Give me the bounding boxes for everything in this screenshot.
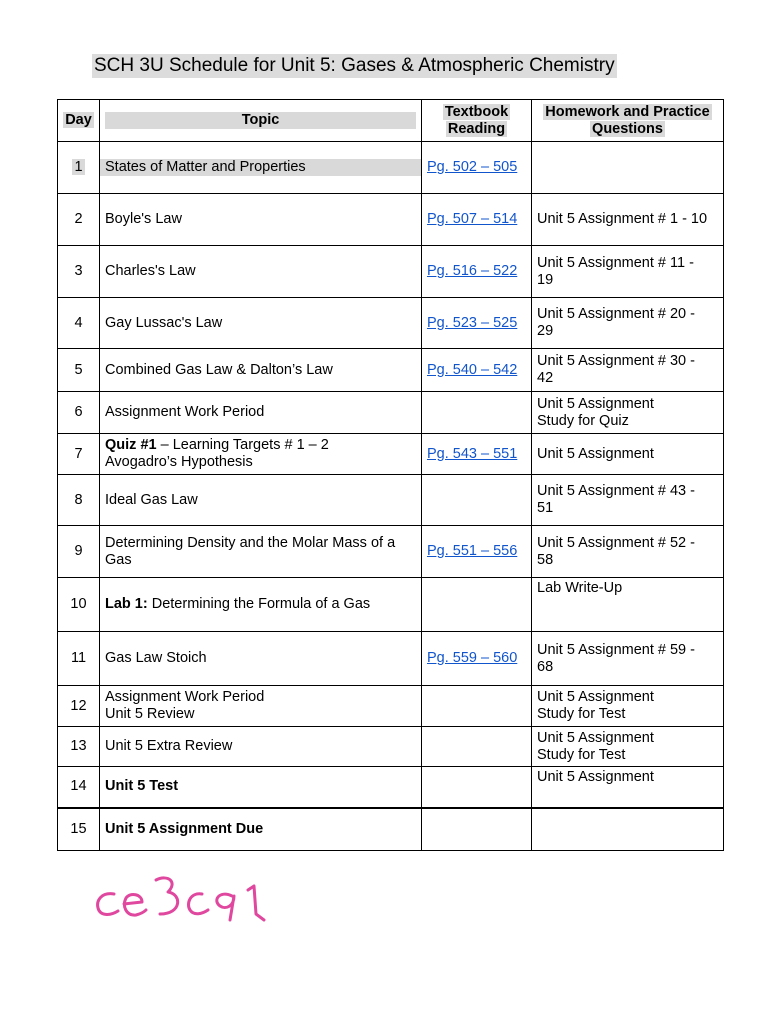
reading-cell [422, 246, 532, 298]
homework-text-line2: 51 [537, 500, 554, 516]
day-number: 2 [74, 211, 83, 227]
header-row [58, 100, 724, 142]
handwritten-signature [92, 866, 282, 936]
glyph-9 [217, 894, 234, 920]
reading-cell [422, 767, 532, 808]
topic-bold: Lab 1: [105, 596, 148, 612]
table-row [58, 578, 724, 632]
table-row [58, 349, 724, 392]
day-cell [58, 578, 100, 632]
day-cell [58, 194, 100, 246]
day-number: 8 [74, 491, 83, 508]
day-cell [58, 526, 100, 578]
day-number: 15 [70, 820, 87, 837]
glyph-c2 [189, 894, 209, 914]
reading-cell [422, 434, 532, 475]
reading-cell [422, 194, 532, 246]
table-row [58, 767, 724, 808]
homework-cell [532, 632, 724, 686]
homework-text-line2: Study for Test [537, 706, 626, 722]
topic-text: Ideal Gas Law [105, 491, 198, 508]
homework-cell [532, 727, 724, 767]
homework-cell [532, 526, 724, 578]
header-reading: Textbook Reading [422, 100, 532, 142]
topic-text: Determining Density and the Molar Mass of a [105, 534, 396, 551]
reading-link[interactable]: Pg. 502 – 505 [427, 159, 518, 175]
day-cell [58, 767, 100, 808]
reading-link[interactable]: Pg. 559 – 560 [427, 650, 518, 666]
homework-text: Unit 5 Assignment # 1 - 10 [537, 211, 708, 227]
reading-link[interactable]: Pg. 507 – 514 [427, 211, 518, 227]
reading-cell [422, 808, 532, 851]
homework-text: Unit 5 Assignment # 43 - [537, 483, 695, 499]
topic-cell [100, 808, 422, 851]
topic-text: Unit 5 Extra Review [105, 738, 233, 754]
day-number: 5 [74, 361, 83, 378]
homework-text: Unit 5 Assignment # 11 - [537, 254, 694, 271]
homework-text: Lab Write-Up [537, 580, 623, 596]
topic-cell [100, 434, 422, 475]
day-cell [58, 475, 100, 526]
table-row [58, 727, 724, 767]
table-row [58, 475, 724, 526]
day-cell [58, 246, 100, 298]
reading-cell [422, 727, 532, 767]
reading-link[interactable]: Pg. 516 – 522 [427, 263, 518, 279]
topic-text-line2: Gas [105, 551, 132, 568]
table-row [58, 526, 724, 578]
topic-text-line2: Unit 5 Review [105, 706, 195, 722]
day-number: 9 [74, 543, 83, 559]
glyph-1 [248, 886, 264, 920]
header-topic: Topic [100, 100, 422, 142]
reading-link[interactable]: Pg. 551 – 556 [427, 543, 518, 559]
day-cell [58, 632, 100, 686]
homework-cell [532, 142, 724, 194]
topic-text: Assignment Work Period [105, 689, 265, 705]
day-cell [58, 808, 100, 851]
topic-text: – Learning Targets # 1 – 2 [156, 437, 329, 453]
day-cell [58, 727, 100, 767]
day-number: 11 [70, 650, 87, 666]
reading-link[interactable]: Pg. 540 – 542 [427, 361, 518, 378]
topic-cell [100, 686, 422, 727]
glyph-e [124, 895, 146, 916]
homework-text: Unit 5 Assignment [537, 445, 654, 462]
homework-text-line2: Study for Quiz [537, 412, 629, 429]
reading-cell [422, 632, 532, 686]
homework-text: Unit 5 Assignment [537, 729, 654, 746]
topic-cell [100, 246, 422, 298]
day-number: 6 [74, 404, 83, 420]
reading-cell [422, 298, 532, 349]
table-row [58, 632, 724, 686]
homework-text: Unit 5 Assignment [537, 769, 654, 785]
homework-cell [532, 392, 724, 434]
homework-text: Unit 5 Assignment [537, 395, 654, 412]
topic-cell [100, 578, 422, 632]
topic-cell [100, 392, 422, 434]
homework-cell [532, 808, 724, 851]
topic-cell [100, 526, 422, 578]
header-day: Day [58, 100, 100, 142]
homework-text-line2: 29 [537, 323, 554, 339]
homework-text-line2: Study for Test [537, 746, 626, 763]
topic-bold: Unit 5 Assignment Due [105, 820, 264, 837]
day-cell [58, 392, 100, 434]
homework-cell [532, 767, 724, 808]
topic-cell [100, 632, 422, 686]
reading-link[interactable]: Pg. 523 – 525 [427, 314, 518, 331]
table-row [58, 686, 724, 727]
reading-cell [422, 686, 532, 727]
day-number: 4 [74, 314, 83, 331]
topic-cell [100, 298, 422, 349]
topic-cell [100, 349, 422, 392]
topic-cell [100, 475, 422, 526]
day-cell [58, 434, 100, 475]
table-row [58, 246, 724, 298]
day-number: 12 [70, 697, 87, 714]
reading-cell [422, 349, 532, 392]
topic-cell [100, 194, 422, 246]
day-number: 10 [70, 596, 87, 612]
document-title: SCH 3U Schedule for Unit 5: Gases & Atmospheric Chemistry [94, 55, 615, 76]
homework-cell [532, 578, 724, 632]
header-homework: Homework and Practice Questions [532, 100, 724, 142]
reading-cell [422, 142, 532, 194]
topic-cell [100, 727, 422, 767]
topic-text: Combined Gas Law & Dalton’s Law [105, 361, 333, 378]
topic-bold: Unit 5 Test [105, 778, 179, 795]
day-number: 1 [74, 159, 83, 175]
homework-cell [532, 434, 724, 475]
topic-text: Assignment Work Period [105, 404, 265, 420]
topic-cell [100, 142, 422, 194]
homework-text: Unit 5 Assignment # 52 - [537, 534, 695, 551]
topic-text: Charles's Law [105, 263, 196, 279]
homework-text-line2: 58 [537, 551, 554, 568]
glyph-3 [156, 878, 178, 914]
homework-cell [532, 246, 724, 298]
homework-text-line2: 68 [537, 658, 554, 675]
homework-cell [532, 194, 724, 246]
homework-text-line2: 19 [537, 271, 554, 288]
day-cell [58, 298, 100, 349]
topic-cell [100, 767, 422, 808]
day-number: 3 [74, 263, 83, 279]
reading-cell [422, 392, 532, 434]
day-cell [58, 349, 100, 392]
homework-text: Unit 5 Assignment # 20 - [537, 306, 695, 322]
reading-cell [422, 475, 532, 526]
table-row [58, 194, 724, 246]
homework-text: Unit 5 Assignment # 30 - [537, 353, 695, 369]
day-number: 14 [70, 778, 87, 795]
topic-text-line2: Avogadro’s Hypothesis [105, 454, 253, 470]
topic-text: States of Matter and Properties [105, 159, 306, 175]
schedule-table [57, 99, 724, 851]
reading-cell [422, 526, 532, 578]
homework-cell [532, 475, 724, 526]
table-row [58, 298, 724, 349]
day-number: 13 [70, 738, 87, 754]
topic-text: Gas Law Stoich [105, 650, 207, 666]
topic-text: Gay Lussac's Law [105, 314, 223, 331]
table-row [58, 808, 724, 851]
homework-text: Unit 5 Assignment # 59 - [537, 641, 695, 658]
table-row [58, 434, 724, 475]
homework-cell [532, 686, 724, 727]
topic-text: Boyle's Law [105, 211, 182, 227]
topic-text: Determining the Formula of a Gas [147, 596, 371, 612]
homework-cell [532, 298, 724, 349]
homework-cell [532, 349, 724, 392]
topic-bold: Quiz #1 [105, 437, 157, 453]
glyph-c1 [98, 894, 118, 915]
homework-text-line2: 42 [537, 370, 554, 386]
reading-link[interactable]: Pg. 543 – 551 [427, 445, 518, 462]
day-cell [58, 142, 100, 194]
table-row [58, 142, 724, 194]
homework-text: Unit 5 Assignment [537, 689, 654, 705]
reading-cell [422, 578, 532, 632]
table-row [58, 392, 724, 434]
day-cell [58, 686, 100, 727]
day-number: 7 [74, 445, 83, 462]
